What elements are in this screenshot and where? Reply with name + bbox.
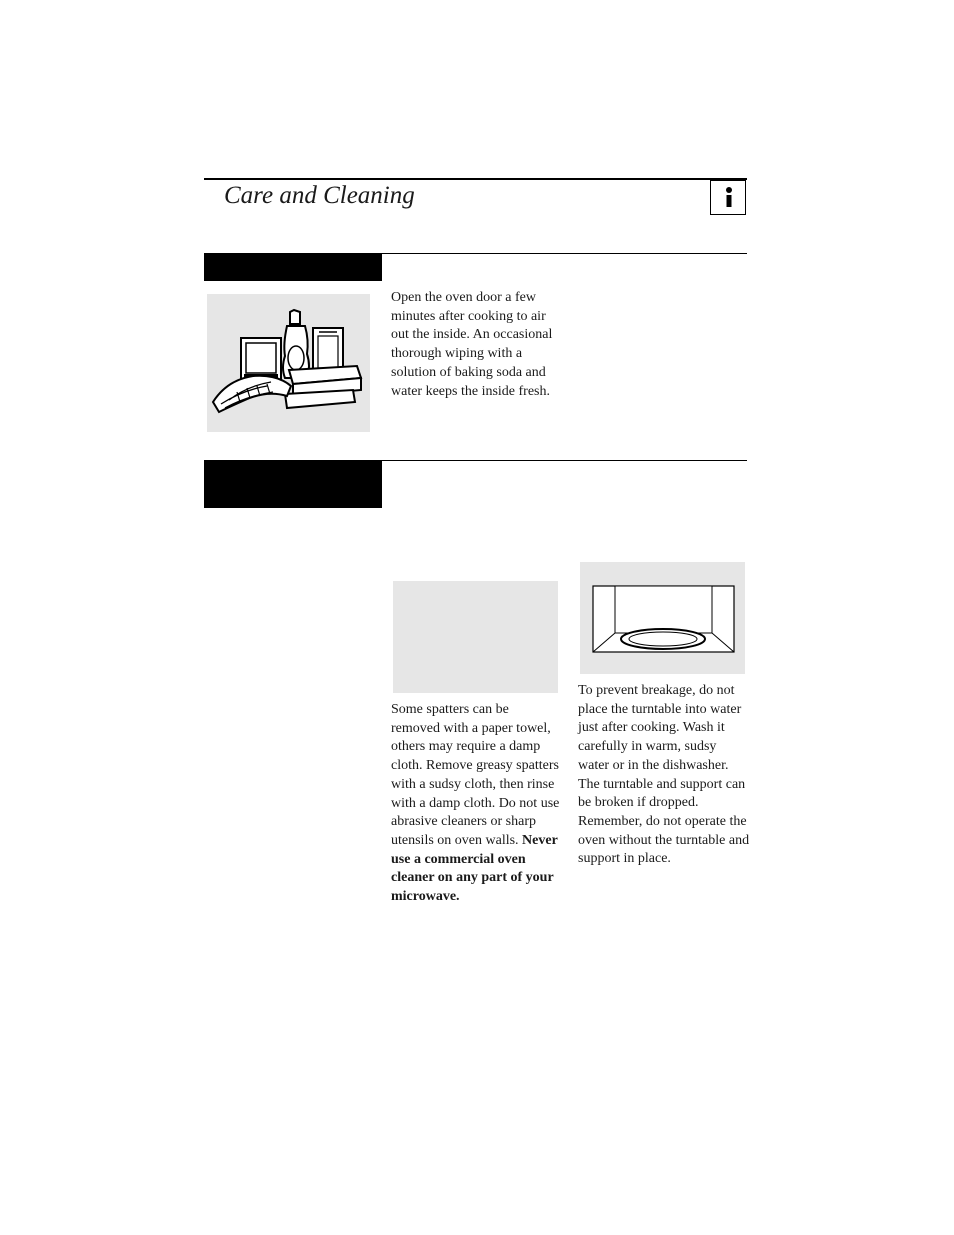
page-title: Care and Cleaning xyxy=(224,182,415,209)
section-rule-odor xyxy=(382,253,747,254)
walls-text: Some spatters can be removed with a paper towel, others may require a damp cloth. Remove greasy spatters with a sudsy cloth, then rinse with a damp cloth. Do not use abrasive cleaners or sharp utensils on oven walls. xyxy=(391,702,560,848)
section-tab-odor xyxy=(204,253,382,281)
walls-paragraph xyxy=(391,701,561,907)
walls-warning: Never use a commercial oven cleaner on any part of your microwave. xyxy=(391,832,558,905)
info-icon xyxy=(710,180,746,215)
section-rule-cleaning xyxy=(382,460,747,461)
image-placeholder xyxy=(393,581,558,693)
oven-turntable-illustration xyxy=(580,562,745,674)
turntable-paragraph: To prevent breakage, do not place the turntable into water just after cooking. Wash it carefully in warm, sudsy water or in the dishwasher. The turntable and support can be broken if dropped. Remember, do not operate the oven without the turntable and support in place. xyxy=(578,683,750,867)
odor-paragraph: Open the oven door a few minutes after cooking to air out the inside. An occasional thorough wiping with a solution of baking soda and water keeps the inside fresh. xyxy=(391,290,553,399)
cleaning-supplies-illustration xyxy=(207,294,370,432)
section-tab-cleaning xyxy=(204,460,382,508)
